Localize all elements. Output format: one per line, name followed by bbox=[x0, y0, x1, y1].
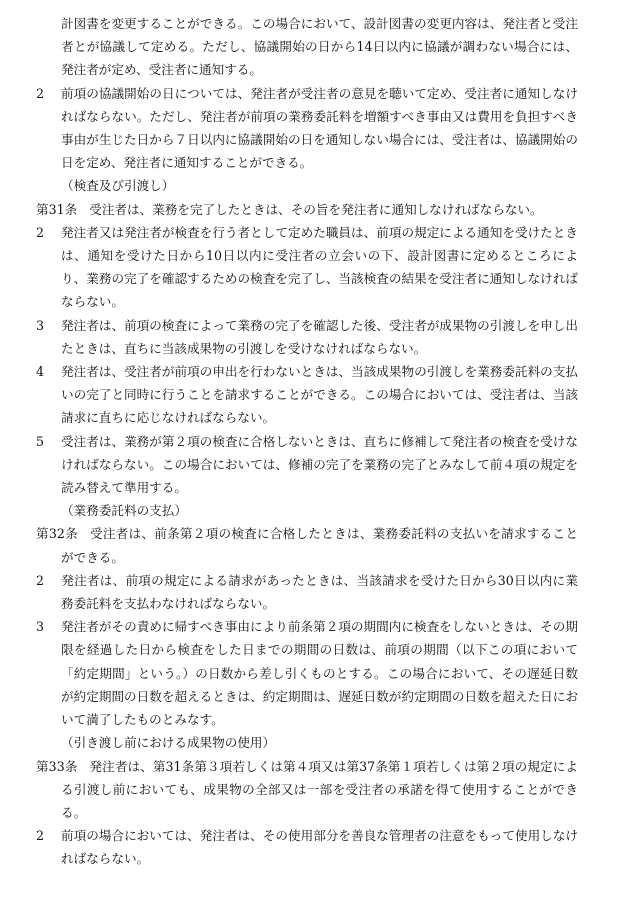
item-number: 2 bbox=[36, 572, 45, 588]
previous-article-item-2 bbox=[36, 82, 578, 175]
article-32-item-2 bbox=[36, 569, 578, 615]
item-number: 5 bbox=[36, 433, 45, 449]
article-31-item-5 bbox=[36, 430, 578, 500]
article-33-label: 第33条 bbox=[36, 758, 78, 774]
item-number: 3 bbox=[36, 619, 45, 635]
item-text: 発注者がその責めに帰すべき事由により前条第２項の期間内に検査をしないときは、その期限を経過した日から検査をした日までの期間の日数は、前項の期間（以下この項において「約定期間」という。）の日数から差し引くものとする。この場合において、その遅延日数が約定期間の日数を超えるときは、約定期間は、遅延日数が約定期間の日数を超えた日において満了したものとみなす。 bbox=[61, 619, 578, 728]
item-text: 発注者は、前項の検査によって業務の完了を確認した後、受注者が成果物の引渡しを申し出たときは、直ちに当該成果物の引渡しを受けなければならない。 bbox=[61, 317, 578, 356]
article-32-text: 受注者は、前条第２項の検査に合格したときは、業務委託料の支払いを請求することができる。 bbox=[61, 526, 578, 565]
article-31-caption: （検査及び引渡し） bbox=[61, 178, 175, 194]
article-33-caption: （引き渡し前における成果物の使用） bbox=[61, 735, 276, 751]
article-33-heading bbox=[36, 755, 578, 825]
article-31-label: 第31条 bbox=[36, 201, 78, 217]
article-31-item-4 bbox=[36, 360, 578, 430]
article-32-caption: （業務委託料の支払） bbox=[61, 503, 187, 519]
article-33-text: 発注者は、第31条第３項若しくは第４項又は第37条第１項若しくは第２項の規定による引渡し前においても、成果物の全部又は一部を受注者の承諾を得て使用することができる。 bbox=[61, 758, 578, 820]
article-31-heading bbox=[36, 198, 578, 221]
item-number: 2 bbox=[36, 85, 45, 101]
article-32-item-3 bbox=[36, 615, 578, 731]
item-number: 4 bbox=[36, 364, 45, 380]
article-31-item-3 bbox=[36, 314, 578, 360]
article-33-item-2 bbox=[36, 824, 578, 870]
item-text: 前項の協議開始の日については、発注者が受注者の意見を聴いて定め、受注者に通知しなければならない。ただし、発注者が前項の業務委託料を増額すべき事由又は費用を負担すべき事由が生じた日から７日以内に協議開始の日を通知しない場合には、受注者は、協議開始の日を定め、発注者に通知することができる。 bbox=[61, 85, 578, 171]
item-text: 発注者は、受注者が前項の申出を行わないときは、当該成果物の引渡しを業務委託料の支払いの完了と同時に行うことを請求することができる。この場合においては、受注者は、当該請求に直ちに応じなければならない。 bbox=[61, 364, 578, 426]
article-31-text: 受注者は、業務を完了したときは、その旨を発注者に通知しなければならない。 bbox=[89, 201, 543, 217]
continuation-paragraph: 計図書を変更することができる。この場合において、設計図書の変更内容は、発注者と受注者とが協議して定める。ただし、協議開始の日から14日以内に協議が調わない場合には、発注者が定め、受注者に通知する。 bbox=[61, 16, 578, 78]
item-text: 発注者又は発注者が検査を行う者として定めた職員は、前項の規定による通知を受けたときは、通知を受けた日から10日以内に受注者の立会いの下、設計図書に定めるところにより、業務の完了を確認するための検査を完了し、当該検査の結果を受注者に通知しなければならない。 bbox=[61, 224, 578, 310]
item-number: 3 bbox=[36, 317, 45, 333]
article-32-label: 第32条 bbox=[36, 526, 78, 542]
article-31-item-2 bbox=[36, 221, 578, 314]
item-text: 発注者は、前項の規定による請求があったときは、当該請求を受けた日から30日以内に業務委託料を支払わなければならない。 bbox=[61, 572, 578, 612]
item-text: 前項の場合においては、発注者は、その使用部分を善良な管理者の注意をもって使用しなければならない。 bbox=[61, 828, 578, 867]
article-32-heading bbox=[36, 522, 578, 568]
item-text: 受注者は、業務が第２項の検査に合格しないときは、直ちに修補して発注者の検査を受けなければならない。この場合においては、修補の完了を業務の完了とみなして前４項の規定を読み替えて準用する。 bbox=[61, 433, 578, 496]
item-number: 2 bbox=[36, 828, 45, 844]
item-number: 2 bbox=[36, 224, 45, 240]
